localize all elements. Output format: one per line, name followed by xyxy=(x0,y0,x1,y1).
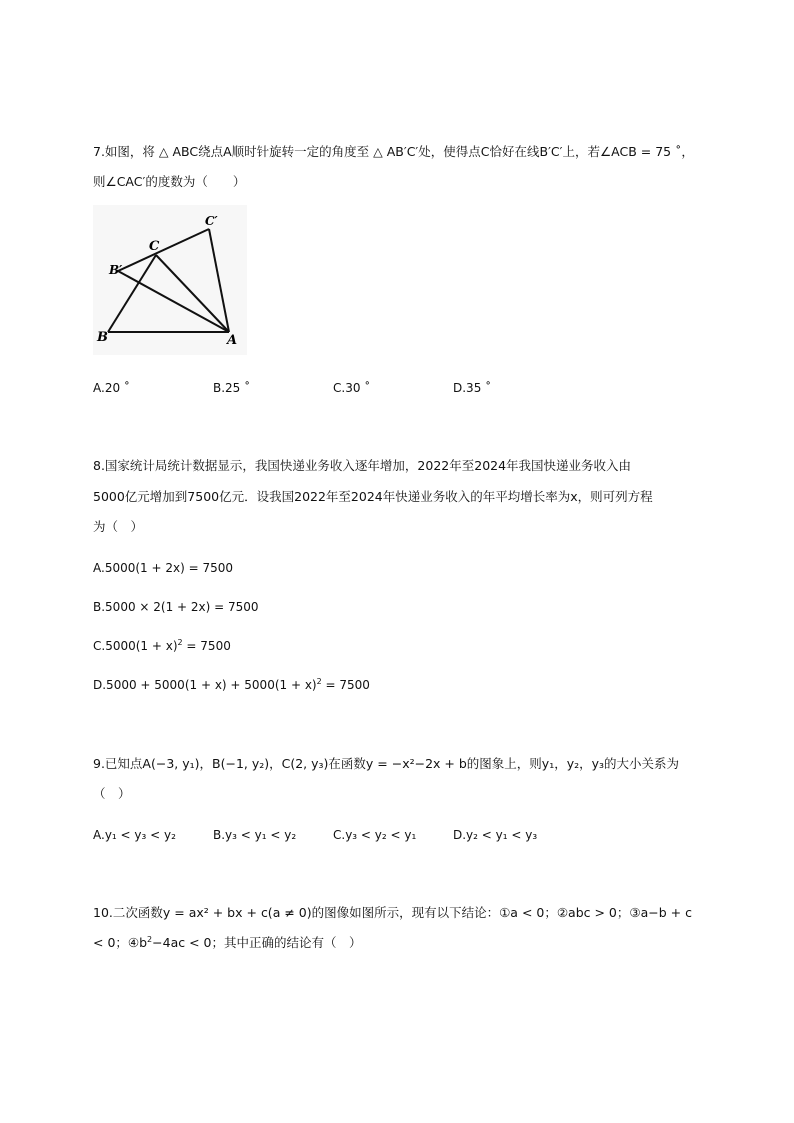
q8-option-c-base: C.5000(1 + x) xyxy=(93,639,178,653)
q7-option-b[interactable]: B.25 ˚ xyxy=(213,381,251,395)
q10-line-2-exponent: 2 xyxy=(147,935,153,944)
q8-option-c-rhs: = 7500 xyxy=(182,639,231,653)
q8-stem-line-1: 8.国家统计局统计数据显示，我国快递业务收入逐年增加，2022年至2024年我国快递业务收入由 xyxy=(93,458,632,473)
q8-option-d-exponent: 2 xyxy=(316,677,322,686)
q8-option-a[interactable]: A.5000(1 + 2x) = 7500 xyxy=(93,561,233,575)
q7-triangle-figure xyxy=(93,205,247,355)
q9-option-d[interactable]: D.y₂ < y₁ < y₃ xyxy=(453,828,538,842)
q8-stem-line-3: 为（ ） xyxy=(93,519,144,534)
q7-stem-line-2: 则∠CAC′的度数为（ ） xyxy=(93,174,246,189)
q7-option-c[interactable]: C.30 ˚ xyxy=(333,381,371,395)
label-C: C xyxy=(149,239,160,254)
label-B: B xyxy=(97,330,108,345)
q8-option-c[interactable] xyxy=(93,638,231,654)
q8-stem-line-2: 5000亿元增加到7500亿元．设我国2022年至2024年快递业务收入的年平均增长率为x，则可列方程 xyxy=(93,489,653,504)
q9-option-a[interactable]: A.y₁ < y₃ < y₂ xyxy=(93,828,176,842)
label-A: A xyxy=(227,333,238,348)
q7-stem-line-1: 7.如图，将 △ ABC绕点A顺时针旋转一定的角度至 △ AB′C′处，使得点C恰好在线B′C′上，若∠ACB = 75 ˚， xyxy=(93,144,694,159)
q10-line-2-end: −4ac < 0；其中正确的结论有（ ） xyxy=(152,935,362,950)
q10-line-2-start: < 0；④b xyxy=(93,935,148,950)
rotated-triangle-diagram xyxy=(93,205,247,355)
q9-option-c[interactable]: C.y₃ < y₂ < y₁ xyxy=(333,828,417,842)
q9-option-b[interactable]: B.y₃ < y₁ < y₂ xyxy=(213,828,297,842)
q9-stem-line-2: （ ） xyxy=(93,786,131,801)
q9-stem-line-1: 9.已知点A(−3, y₁)，B(−1, y₂)，C(2, y₃)在函数y = −x²−2x + b的图象上，则y₁，y₂，y₃的大小关系为 xyxy=(93,756,680,771)
q7-option-a[interactable]: A.20 ˚ xyxy=(93,381,130,395)
q10-stem-line-1: 10.二次函数y = ax² + bx + c(a ≠ 0)的图像如图所示，现有以下结论：①a < 0；②abc > 0；③a−b + c xyxy=(93,905,692,920)
q10-stem-line-2 xyxy=(93,935,361,951)
q7-option-d[interactable]: D.35 ˚ xyxy=(453,381,492,395)
q8-option-d-base: D.5000 + 5000(1 + x) + 5000(1 + x) xyxy=(93,678,317,692)
label-B-prime: B′ xyxy=(109,263,123,277)
q8-option-c-exponent: 2 xyxy=(177,638,183,647)
q8-option-d-rhs: = 7500 xyxy=(321,678,370,692)
q8-option-b[interactable]: B.5000 × 2(1 + 2x) = 7500 xyxy=(93,600,259,614)
q8-option-d[interactable] xyxy=(93,677,370,693)
label-C-prime: C′ xyxy=(205,214,218,228)
